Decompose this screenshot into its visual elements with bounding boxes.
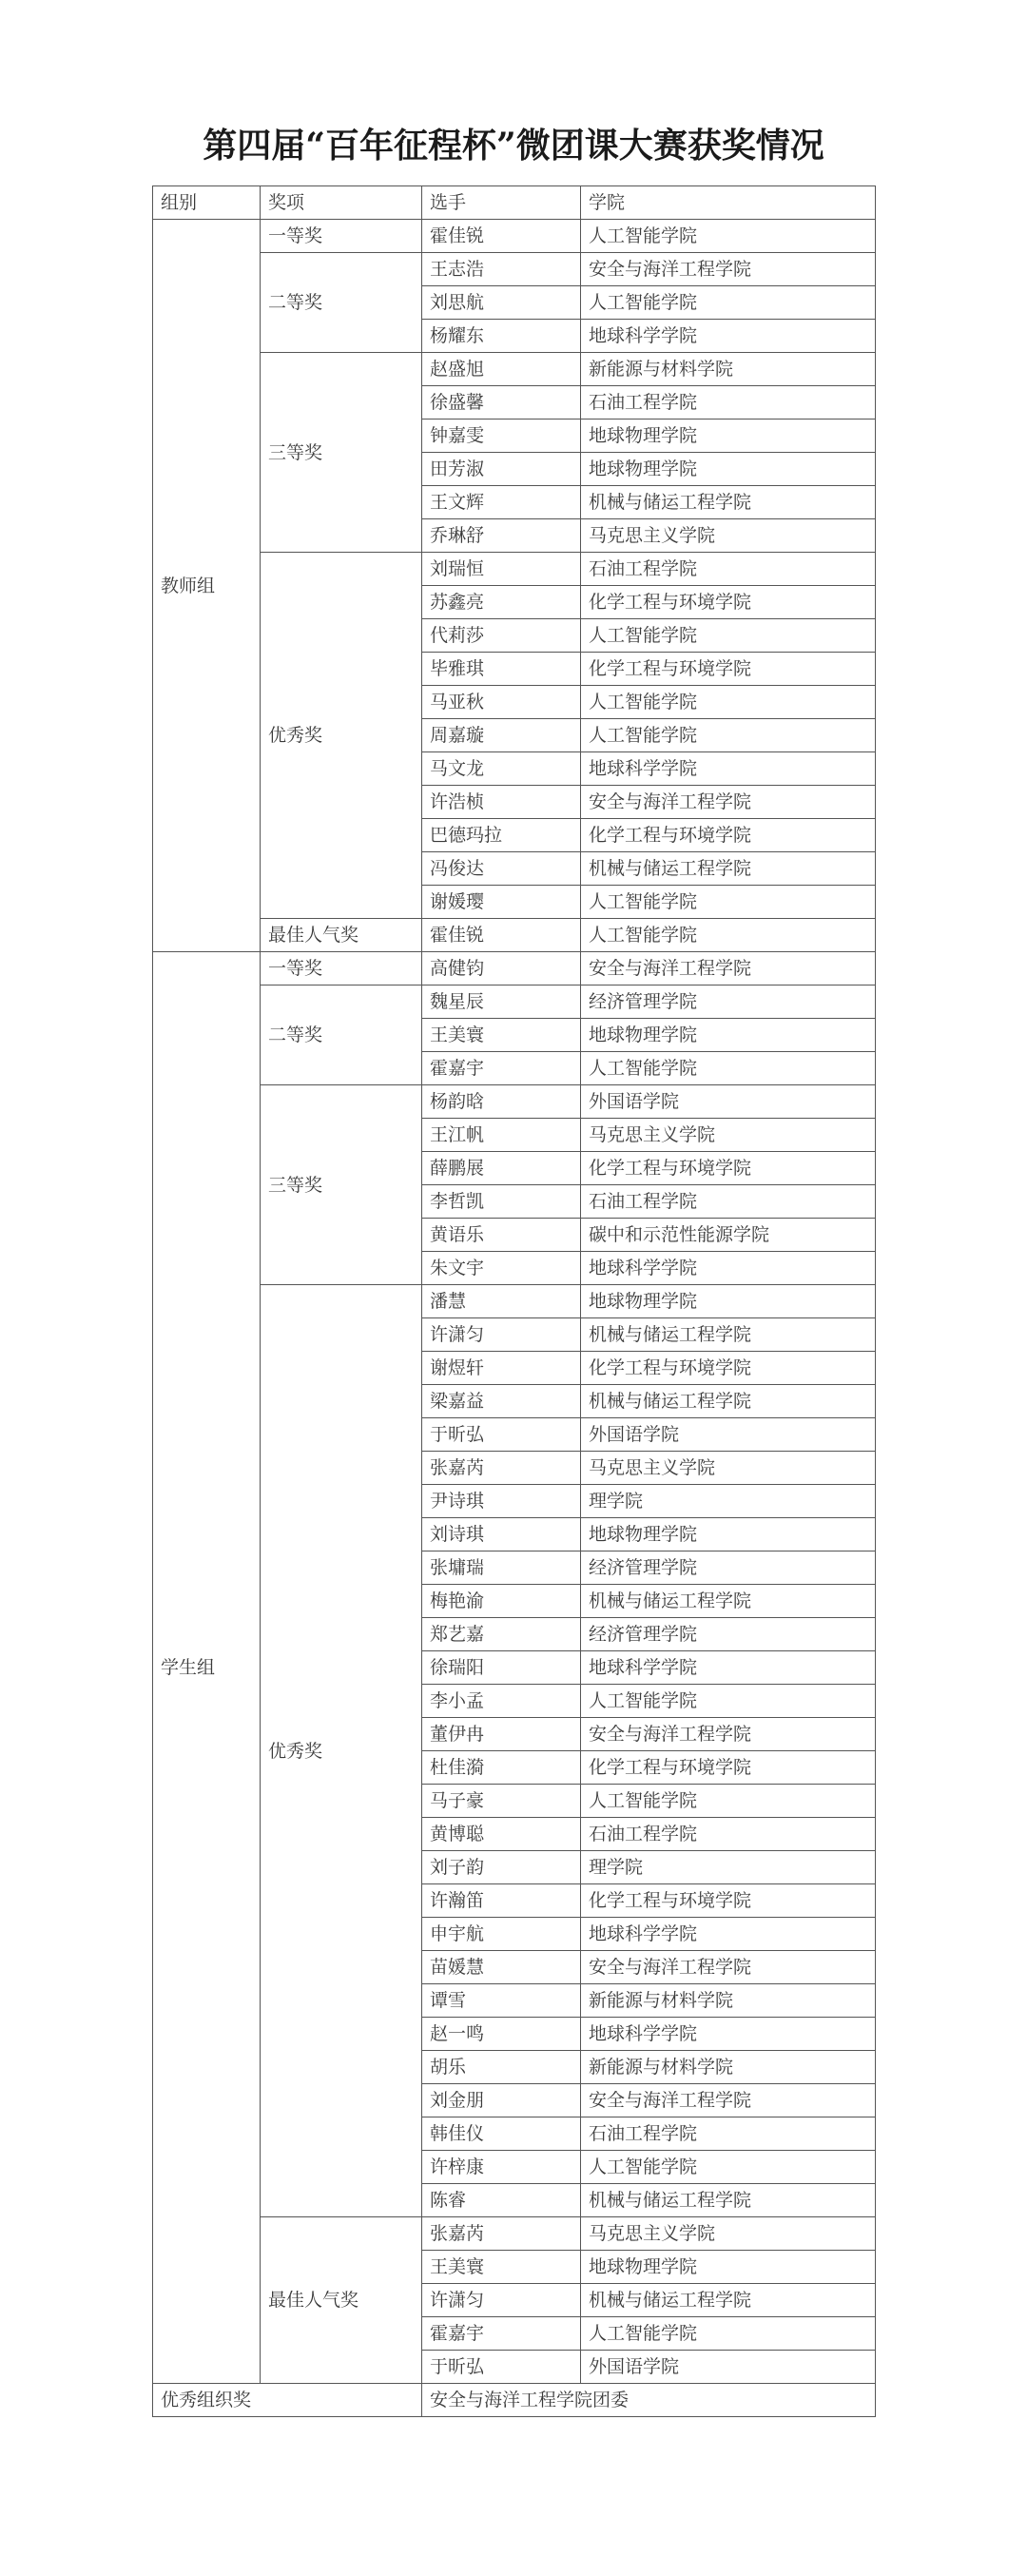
college-cell: 马克思主义学院 xyxy=(581,519,876,553)
page-title: 第四届“百年征程杯”微团课大赛获奖情况 xyxy=(203,126,824,166)
college-cell: 安全与海洋工程学院 xyxy=(581,253,876,286)
player-cell: 许潇匀 xyxy=(422,1318,581,1352)
college-cell: 人工智能学院 xyxy=(581,919,876,952)
college-cell: 石油工程学院 xyxy=(581,1818,876,1851)
org-award-value: 安全与海洋工程学院团委 xyxy=(422,2384,876,2417)
player-cell: 许浩桢 xyxy=(422,786,581,819)
award-cell: 优秀奖 xyxy=(261,1285,422,2217)
player-cell: 许瀚笛 xyxy=(422,1884,581,1918)
player-cell: 许潇匀 xyxy=(422,2284,581,2317)
player-cell: 刘思航 xyxy=(422,286,581,320)
header-group: 组别 xyxy=(153,186,261,220)
player-cell: 霍嘉宇 xyxy=(422,1052,581,1085)
player-cell: 朱文宇 xyxy=(422,1252,581,1285)
player-cell: 刘金朋 xyxy=(422,2084,581,2117)
college-cell: 经济管理学院 xyxy=(581,1618,876,1651)
college-cell: 理学院 xyxy=(581,1485,876,1518)
table-row xyxy=(153,2217,876,2251)
player-cell: 马子豪 xyxy=(422,1785,581,1818)
player-cell: 徐瑞阳 xyxy=(422,1651,581,1685)
college-cell: 人工智能学院 xyxy=(581,2151,876,2184)
awards-table-body xyxy=(153,186,876,2417)
player-cell: 杨耀东 xyxy=(422,320,581,353)
college-cell: 化学工程与环境学院 xyxy=(581,819,876,852)
college-cell: 机械与储运工程学院 xyxy=(581,2284,876,2317)
player-cell: 黄博聪 xyxy=(422,1818,581,1851)
player-cell: 谢煜轩 xyxy=(422,1352,581,1385)
player-cell: 王美寰 xyxy=(422,1019,581,1052)
table-row xyxy=(153,1085,876,1119)
player-cell: 赵一鸣 xyxy=(422,2018,581,2051)
college-cell: 机械与储运工程学院 xyxy=(581,852,876,886)
table-row xyxy=(153,553,876,586)
college-cell: 新能源与材料学院 xyxy=(581,2051,876,2084)
player-cell: 谢媛璎 xyxy=(422,886,581,919)
college-cell: 地球物理学院 xyxy=(581,1019,876,1052)
college-cell: 地球物理学院 xyxy=(581,453,876,486)
player-cell: 董伊冉 xyxy=(422,1718,581,1751)
awards-table xyxy=(152,185,876,2417)
college-cell: 化学工程与环境学院 xyxy=(581,1751,876,1785)
award-cell: 最佳人气奖 xyxy=(261,919,422,952)
award-cell: 优秀奖 xyxy=(261,553,422,919)
player-cell: 代莉莎 xyxy=(422,619,581,653)
player-cell: 谭雪 xyxy=(422,1984,581,2018)
player-cell: 陈睿 xyxy=(422,2184,581,2217)
college-cell: 地球物理学院 xyxy=(581,2251,876,2284)
player-cell: 于昕弘 xyxy=(422,2351,581,2384)
college-cell: 地球科学学院 xyxy=(581,752,876,786)
player-cell: 梁嘉益 xyxy=(422,1385,581,1418)
header-row xyxy=(153,186,876,220)
college-cell: 石油工程学院 xyxy=(581,1185,876,1219)
player-cell: 苏鑫亮 xyxy=(422,586,581,619)
award-cell: 一等奖 xyxy=(261,220,422,253)
college-cell: 人工智能学院 xyxy=(581,286,876,320)
table-row xyxy=(153,952,876,986)
player-cell: 魏星辰 xyxy=(422,986,581,1019)
group-cell: 教师组 xyxy=(153,220,261,952)
college-cell: 新能源与材料学院 xyxy=(581,1984,876,2018)
college-cell: 机械与储运工程学院 xyxy=(581,1585,876,1618)
college-cell: 安全与海洋工程学院 xyxy=(581,1718,876,1751)
table-row xyxy=(153,1285,876,1318)
award-cell: 一等奖 xyxy=(261,952,422,986)
player-cell: 张嘉芮 xyxy=(422,2217,581,2251)
table-row xyxy=(153,919,876,952)
college-cell: 碳中和示范性能源学院 xyxy=(581,1219,876,1252)
player-cell: 马文龙 xyxy=(422,752,581,786)
college-cell: 外国语学院 xyxy=(581,1085,876,1119)
player-cell: 冯俊达 xyxy=(422,852,581,886)
player-cell: 王文辉 xyxy=(422,486,581,519)
player-cell: 霍佳锐 xyxy=(422,919,581,952)
player-cell: 毕雅琪 xyxy=(422,653,581,686)
college-cell: 安全与海洋工程学院 xyxy=(581,952,876,986)
table-row xyxy=(153,253,876,286)
player-cell: 王美寰 xyxy=(422,2251,581,2284)
player-cell: 张嘉芮 xyxy=(422,1452,581,1485)
header-player: 选手 xyxy=(422,186,581,220)
player-cell: 胡乐 xyxy=(422,2051,581,2084)
player-cell: 刘瑞恒 xyxy=(422,553,581,586)
award-cell: 二等奖 xyxy=(261,253,422,353)
college-cell: 化学工程与环境学院 xyxy=(581,586,876,619)
college-cell: 人工智能学院 xyxy=(581,686,876,719)
college-cell: 安全与海洋工程学院 xyxy=(581,786,876,819)
player-cell: 尹诗琪 xyxy=(422,1485,581,1518)
award-cell: 二等奖 xyxy=(261,986,422,1085)
college-cell: 机械与储运工程学院 xyxy=(581,1318,876,1352)
player-cell: 潘慧 xyxy=(422,1285,581,1318)
player-cell: 巴德玛拉 xyxy=(422,819,581,852)
college-cell: 化学工程与环境学院 xyxy=(581,1352,876,1385)
org-award-label: 优秀组织奖 xyxy=(153,2384,422,2417)
player-cell: 乔琳舒 xyxy=(422,519,581,553)
college-cell: 人工智能学院 xyxy=(581,220,876,253)
college-cell: 外国语学院 xyxy=(581,1418,876,1452)
header-award: 奖项 xyxy=(261,186,422,220)
college-cell: 化学工程与环境学院 xyxy=(581,1152,876,1185)
college-cell: 石油工程学院 xyxy=(581,386,876,420)
college-cell: 地球物理学院 xyxy=(581,1518,876,1551)
table-row xyxy=(153,353,876,386)
college-cell: 地球物理学院 xyxy=(581,420,876,453)
college-cell: 安全与海洋工程学院 xyxy=(581,1951,876,1984)
college-cell: 机械与储运工程学院 xyxy=(581,1385,876,1418)
college-cell: 人工智能学院 xyxy=(581,1785,876,1818)
college-cell: 人工智能学院 xyxy=(581,1052,876,1085)
player-cell: 刘子韵 xyxy=(422,1851,581,1884)
player-cell: 周嘉璇 xyxy=(422,719,581,752)
player-cell: 韩佳仪 xyxy=(422,2117,581,2151)
award-cell: 最佳人气奖 xyxy=(261,2217,422,2384)
college-cell: 地球科学学院 xyxy=(581,2018,876,2051)
college-cell: 马克思主义学院 xyxy=(581,1119,876,1152)
player-cell: 杨韵晗 xyxy=(422,1085,581,1119)
player-cell: 高健钧 xyxy=(422,952,581,986)
award-cell: 三等奖 xyxy=(261,353,422,553)
player-cell: 许梓康 xyxy=(422,2151,581,2184)
player-cell: 薛鹏展 xyxy=(422,1152,581,1185)
player-cell: 王江帆 xyxy=(422,1119,581,1152)
college-cell: 地球科学学院 xyxy=(581,1651,876,1685)
player-cell: 霍嘉宇 xyxy=(422,2317,581,2351)
player-cell: 申宇航 xyxy=(422,1918,581,1951)
player-cell: 马亚秋 xyxy=(422,686,581,719)
college-cell: 人工智能学院 xyxy=(581,1685,876,1718)
college-cell: 人工智能学院 xyxy=(581,2317,876,2351)
table-row xyxy=(153,220,876,253)
header-college: 学院 xyxy=(581,186,876,220)
player-cell: 刘诗琪 xyxy=(422,1518,581,1551)
player-cell: 杜佳漪 xyxy=(422,1751,581,1785)
player-cell: 霍佳锐 xyxy=(422,220,581,253)
college-cell: 新能源与材料学院 xyxy=(581,353,876,386)
player-cell: 赵盛旭 xyxy=(422,353,581,386)
college-cell: 安全与海洋工程学院 xyxy=(581,2084,876,2117)
college-cell: 地球物理学院 xyxy=(581,1285,876,1318)
college-cell: 理学院 xyxy=(581,1851,876,1884)
college-cell: 外国语学院 xyxy=(581,2351,876,2384)
college-cell: 机械与储运工程学院 xyxy=(581,2184,876,2217)
college-cell: 经济管理学院 xyxy=(581,986,876,1019)
college-cell: 马克思主义学院 xyxy=(581,2217,876,2251)
award-cell: 三等奖 xyxy=(261,1085,422,1285)
player-cell: 徐盛馨 xyxy=(422,386,581,420)
player-cell: 李小孟 xyxy=(422,1685,581,1718)
player-cell: 梅艳渝 xyxy=(422,1585,581,1618)
player-cell: 钟嘉雯 xyxy=(422,420,581,453)
college-cell: 机械与储运工程学院 xyxy=(581,486,876,519)
college-cell: 人工智能学院 xyxy=(581,619,876,653)
group-cell: 学生组 xyxy=(153,952,261,2384)
player-cell: 郑艺嘉 xyxy=(422,1618,581,1651)
college-cell: 化学工程与环境学院 xyxy=(581,1884,876,1918)
org-award-row xyxy=(153,2384,876,2417)
college-cell: 马克思主义学院 xyxy=(581,1452,876,1485)
player-cell: 张墉瑞 xyxy=(422,1551,581,1585)
college-cell: 地球科学学院 xyxy=(581,1918,876,1951)
college-cell: 石油工程学院 xyxy=(581,2117,876,2151)
player-cell: 王志浩 xyxy=(422,253,581,286)
college-cell: 经济管理学院 xyxy=(581,1551,876,1585)
table-row xyxy=(153,986,876,1019)
college-cell: 地球科学学院 xyxy=(581,320,876,353)
player-cell: 田芳淑 xyxy=(422,453,581,486)
college-cell: 石油工程学院 xyxy=(581,553,876,586)
player-cell: 黄语乐 xyxy=(422,1219,581,1252)
college-cell: 人工智能学院 xyxy=(581,719,876,752)
player-cell: 苗媛慧 xyxy=(422,1951,581,1984)
player-cell: 于昕弘 xyxy=(422,1418,581,1452)
college-cell: 人工智能学院 xyxy=(581,886,876,919)
college-cell: 化学工程与环境学院 xyxy=(581,653,876,686)
college-cell: 地球科学学院 xyxy=(581,1252,876,1285)
player-cell: 李哲凯 xyxy=(422,1185,581,1219)
